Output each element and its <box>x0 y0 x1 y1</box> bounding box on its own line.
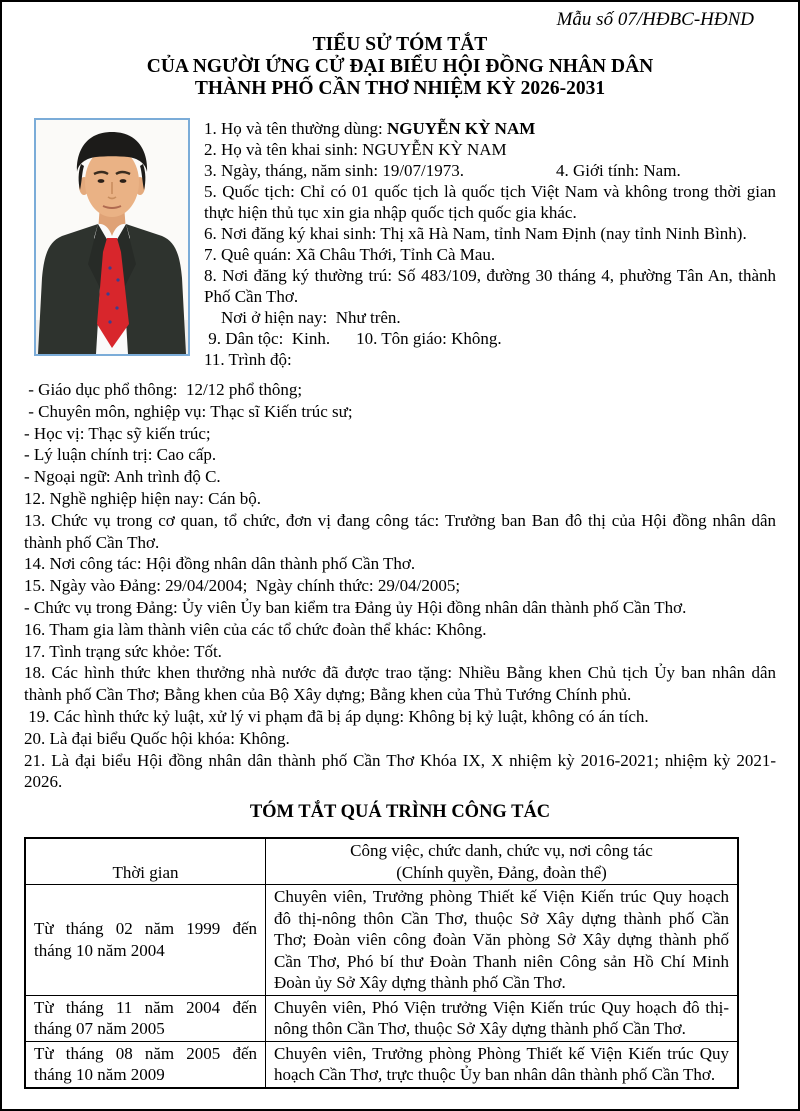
info-item-3-4 <box>204 160 776 181</box>
info-item-9-10 <box>204 328 776 349</box>
detail-line: 14. Nơi công tác: Hội đồng nhân dân thành phố Cần Thơ. <box>24 554 416 574</box>
personal-info-list <box>190 118 781 370</box>
detail-line: 12. Nghề nghiệp hiện nay: Cán bộ. <box>24 488 262 508</box>
info-item-3: 3. Ngày, tháng, năm sinh: 19/07/1973. <box>204 161 465 180</box>
info-item-10: 10. Tôn giáo: Không. <box>356 329 502 348</box>
info-item-8: 8. Nơi đăng ký thường trú: Số 483/109, đường 30 tháng 4, phường Tân An, thành Phố Cần Thơ. <box>204 266 781 306</box>
table-cell-work: Chuyên viên, Trưởng phòng Phòng Thiết kế Viện Kiến trúc Quy hoạch Cần Thơ, trực thuộc Ủy ban nhân dân thành phố Cần Thơ. <box>266 1041 739 1088</box>
portrait-photo <box>34 118 190 356</box>
table-header-time: Thời gian <box>25 838 266 885</box>
table-header-work-line2: (Chính quyền, Đảng, đoàn thể) <box>396 862 607 882</box>
table-cell-time: Từ tháng 02 năm 1999 đến tháng 10 năm 2004 <box>25 885 266 996</box>
detail-line: - Chức vụ trong Đảng: Ủy viên Ủy ban kiểm tra Đảng ủy Hội đồng nhân dân thành phố Cần Thơ. <box>24 597 687 617</box>
info-item-5: 5. Quốc tịch: Chỉ có 01 quốc tịch là quốc tịch Việt Nam và không trong thời gian thực hiện thủ tục xin gia nhập quốc tịch quốc gia khác. <box>204 182 781 222</box>
info-item-1-label: 1. Họ và tên thường dùng: <box>204 119 387 138</box>
photo-and-personal-info <box>24 118 781 370</box>
table-cell-time: Từ tháng 08 năm 2005 đến tháng 10 năm 2009 <box>25 1041 266 1088</box>
title-line-2: CỦA NGƯỜI ỨNG CỬ ĐẠI BIỂU HỘI ĐỒNG NHÂN DÂN <box>146 56 654 77</box>
detail-line: 15. Ngày vào Đảng: 29/04/2004; Ngày chính thức: 29/04/2005; <box>24 576 461 596</box>
form-code: Mẫu số 07/HĐBC-HĐND <box>556 9 754 30</box>
table-cell-work: Chuyên viên, Phó Viện trưởng Viện Kiến trúc Quy hoạch đô thị-nông thôn Cần Thơ, thuộc Sở Xây dựng thành phố Cần Thơ. <box>266 995 739 1041</box>
table-header-work-line1: Công việc, chức danh, chức vụ, nơi công tác <box>350 841 653 861</box>
info-item-1-name: NGUYỄN KỲ NAM <box>387 119 536 138</box>
detail-line: 13. Chức vụ trong cơ quan, tổ chức, đơn vị đang công tác: Trưởng ban Ban đô thị của Hội đồng nhân dân thành phố Cần Thơ. <box>24 510 781 552</box>
table-cell-work: Chuyên viên, Trưởng phòng Thiết kế Viện Kiến trúc Quy hoạch đô thị-nông thôn Cần Thơ, thuộc Sở Xây dựng thành phố Cần Thơ; Đoàn viên công đoàn Văn phòng Sở Xây dựng thành phố Cần Thơ, Phó bí thư Đoàn Thanh niên Công sản Hồ Chí Minh Đoàn ủy Sở Xây dựng thành phố Cần Thơ. <box>266 885 739 996</box>
info-item-6: 6. Nơi đăng ký khai sinh: Thị xã Hà Nam, tỉnh Nam Định (nay tỉnh Ninh Bình). <box>204 224 747 243</box>
table-row <box>25 995 738 1041</box>
portrait-photo-drawing <box>36 120 188 354</box>
detail-line: - Lý luận chính trị: Cao cấp. <box>24 445 217 465</box>
document-title <box>24 34 776 100</box>
title-line-3: THÀNH PHỐ CẦN THƠ NHIỆM KỲ 2026-2031 <box>194 78 606 99</box>
table-cell-time: Từ tháng 11 năm 2004 đến tháng 07 năm 2005 <box>25 995 266 1041</box>
info-item-7: 7. Quê quán: Xã Châu Thới, Tỉnh Cà Mau. <box>204 245 496 264</box>
title-line-1: TIỂU SỬ TÓM TẮT <box>312 34 488 55</box>
info-item-8b: Nơi ở hiện nay: Như trên. <box>204 308 401 327</box>
info-item-4: 4. Giới tính: Nam. <box>556 161 681 180</box>
detail-line: - Giáo dục phổ thông: 12/12 phổ thông; <box>24 380 303 399</box>
info-item-2: 2. Họ và tên khai sinh: NGUYỄN KỲ NAM <box>204 140 507 159</box>
detail-line: 18. Các hình thức khen thưởng nhà nước đã được trao tặng: Nhiều Bằng khen Chủ tịch Ủy ban nhân dân thành phố Cần Thơ; Bằng khen của Bộ Xây dựng; Bằng khen của Thủ Tướng Chính phủ. <box>24 663 781 705</box>
detail-line: - Học vị: Thạc sỹ kiến trúc; <box>24 423 211 443</box>
detail-line: 17. Tình trạng sức khỏe: Tốt. <box>24 641 222 661</box>
detail-line: 19. Các hình thức kỷ luật, xử lý vi phạm đã bị áp dụng: Không bị kỷ luật, không có án tích. <box>24 706 649 726</box>
detail-line: - Chuyên môn, nghiệp vụ: Thạc sĩ Kiến trúc sư; <box>24 401 353 421</box>
info-item-11: 11. Trình độ: <box>204 350 292 369</box>
info-item-1 <box>204 118 776 139</box>
details-list <box>24 379 781 793</box>
table-row <box>25 1041 738 1088</box>
career-history-table <box>24 837 739 1089</box>
table-header-row <box>25 838 738 885</box>
table-header-work <box>266 838 739 885</box>
detail-line: - Ngoại ngữ: Anh trình độ C. <box>24 467 221 487</box>
detail-line: 21. Là đại biểu Hội đồng nhân dân thành phố Cần Thơ Khóa IX, X nhiệm kỳ 2016-2021; nhiệm kỳ 2021-2026. <box>24 750 776 792</box>
detail-line: 16. Tham gia làm thành viên của các tổ chức đoàn thể khác: Không. <box>24 619 487 639</box>
table-row <box>25 885 738 996</box>
detail-line: 20. Là đại biểu Quốc hội khóa: Không. <box>24 728 290 748</box>
career-section-title: TÓM TẮT QUÁ TRÌNH CÔNG TÁC <box>249 802 551 823</box>
info-item-9: 9. Dân tộc: Kinh. <box>204 329 331 348</box>
